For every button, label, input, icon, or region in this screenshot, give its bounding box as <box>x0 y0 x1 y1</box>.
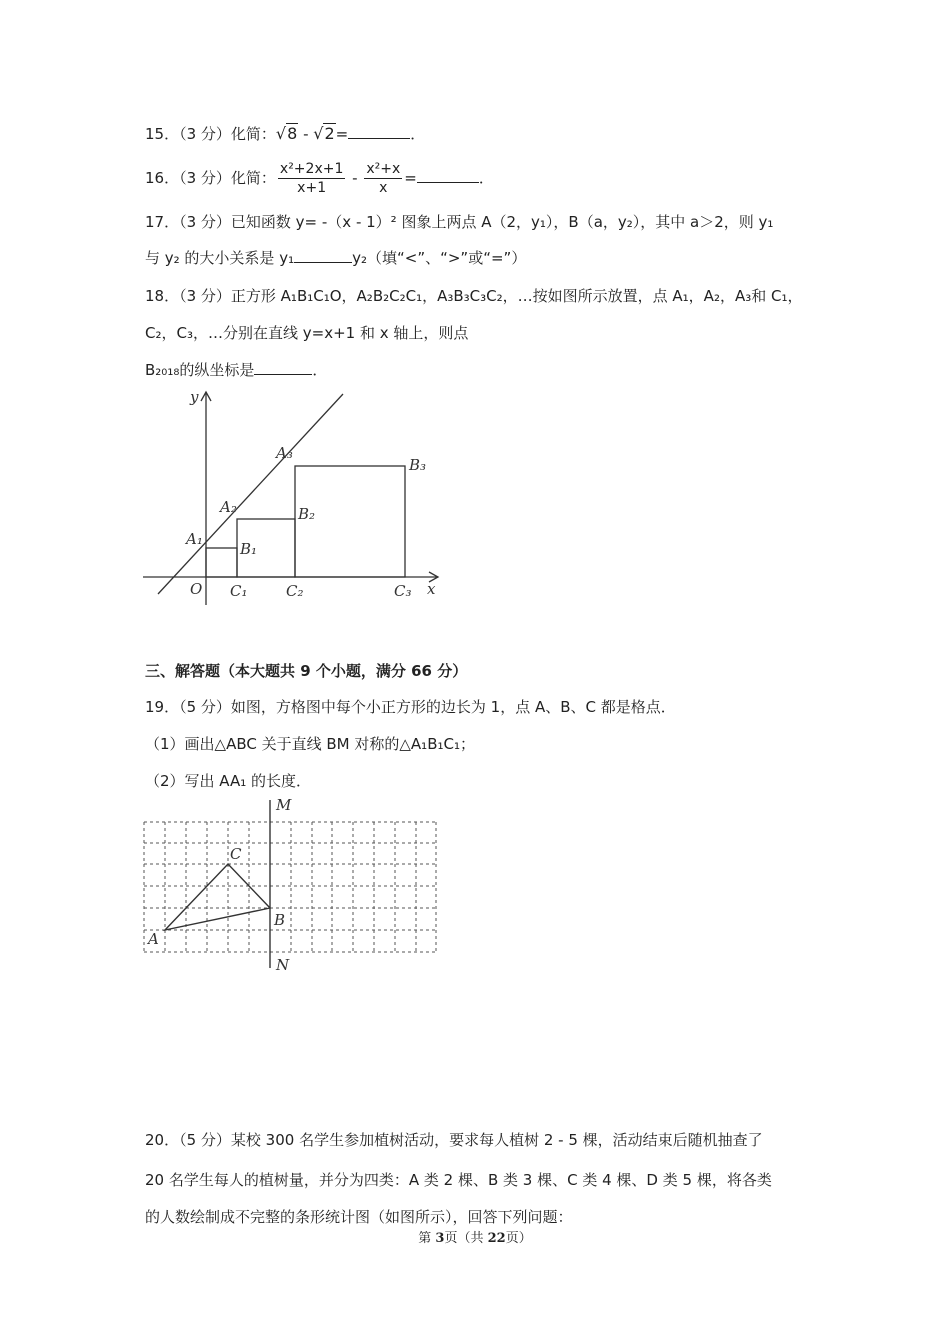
label-y: y <box>190 388 199 406</box>
q20-line3: 的人数绘制成不完整的条形统计图（如图所示），回答下列问题： <box>145 1208 573 1226</box>
label-A2: A₂ <box>220 498 237 516</box>
q16-minus: - <box>347 169 363 187</box>
label-x: x <box>427 580 436 598</box>
label-O: O <box>190 580 203 598</box>
label-M: M <box>276 796 292 814</box>
q15-prefix: 15．（3 分）化简： <box>145 125 276 143</box>
q18-line1: 18．（3 分）正方形 A₁B₁C₁O，A₂B₂C₂C₁，A₃B₃C₃C₂，…按如图所示放置，点 A₁，A₂，A₃和 C₁， <box>145 287 803 305</box>
q15-eq: = <box>335 125 349 143</box>
label-A1: A₁ <box>186 530 203 548</box>
fraction-2: $\frac{\text{x²+x}}{x}$ <box>366 161 401 196</box>
q16-eq: = <box>404 169 417 187</box>
q18-answer-blank[interactable] <box>254 360 312 375</box>
label-C2: C₂ <box>286 582 304 600</box>
fraction-1: $\frac{\text{x²+2x+1}}{x+1}$ <box>279 161 344 196</box>
sqrt-2: √2 <box>313 124 335 143</box>
label-B2: B₂ <box>298 505 316 523</box>
figure-18 <box>140 388 445 610</box>
question-15: 15．（3 分）化简：√8 - √2= ． <box>145 124 426 143</box>
label-N: N <box>276 956 290 974</box>
q18-line2: C₂，C₃，…分别在直线 y=x+1 和 x 轴上，则点 <box>145 324 469 342</box>
label-C1: C₁ <box>230 582 248 600</box>
sqrt-8: √8 <box>275 124 298 143</box>
q15-minus: - <box>298 125 314 143</box>
total-pages: 22 <box>487 1231 506 1246</box>
triangle-ABC <box>165 864 270 930</box>
label-C3: C₃ <box>394 582 412 600</box>
q20-line1: 20．（5 分）某校 300 名学生参加植树活动，要求每人植树 2 - 5 棵，活动结束后随机抽查了 <box>145 1131 763 1149</box>
q19-line1: 19．（5 分）如图，方格图中每个小正方形的边长为 1，点 A、B、C 都是格点． <box>145 698 676 716</box>
q16-prefix: 16．（3 分）化简： <box>145 169 276 187</box>
q17-answer-blank[interactable] <box>294 248 352 263</box>
label-C: C <box>230 845 242 863</box>
section-heading: 三、解答题（本大题共 9 个小题，满分 66 分） <box>145 662 468 680</box>
q17-line1: 17．（3 分）已知函数 y= -（x - 1）² 图象上两点 A（2，y₁），B（a，y₂），其中 a＞2，则 y₁ <box>145 213 774 231</box>
figure-19 <box>140 796 445 976</box>
q20-line2: 20 名学生每人的植树量，并分为四类：A 类 2 棵、B 类 3 棵、C 类 4 棵、D 类 5 棵，将各类 <box>145 1171 772 1189</box>
q18-line3: B₂₀₁₈的纵坐标是 ． <box>145 361 328 379</box>
square-1 <box>206 548 237 577</box>
q19-line3: （2）写出 AA₁ 的长度． <box>145 772 312 790</box>
label-B: B <box>274 911 286 929</box>
q16-answer-blank[interactable] <box>417 168 479 183</box>
label-B1: B₁ <box>240 540 258 558</box>
page-footer: 第 3页（共 22页） <box>418 1231 532 1246</box>
grid <box>144 822 436 952</box>
page-number: 3 <box>435 1231 445 1246</box>
q15-answer-blank[interactable] <box>348 124 410 139</box>
label-B3: B₃ <box>409 456 427 474</box>
q19-line2: （1）画出△ABC 关于直线 BM 对称的△A₁B₁C₁； <box>145 735 475 753</box>
label-A: A <box>148 930 159 948</box>
label-A3: A₃ <box>276 444 293 462</box>
question-16: 16．（3 分）化简： $\frac{\text{x²+2x+1}}{x+1}$ - $\frac{\text{x²+x}}{x}$ = ． <box>145 161 494 196</box>
line-y-eq-x-plus-1 <box>158 394 343 594</box>
q17-line2: 与 y₂ 的大小关系是 y₁ y₂（填“<”、“>”或“=”） <box>145 249 527 267</box>
